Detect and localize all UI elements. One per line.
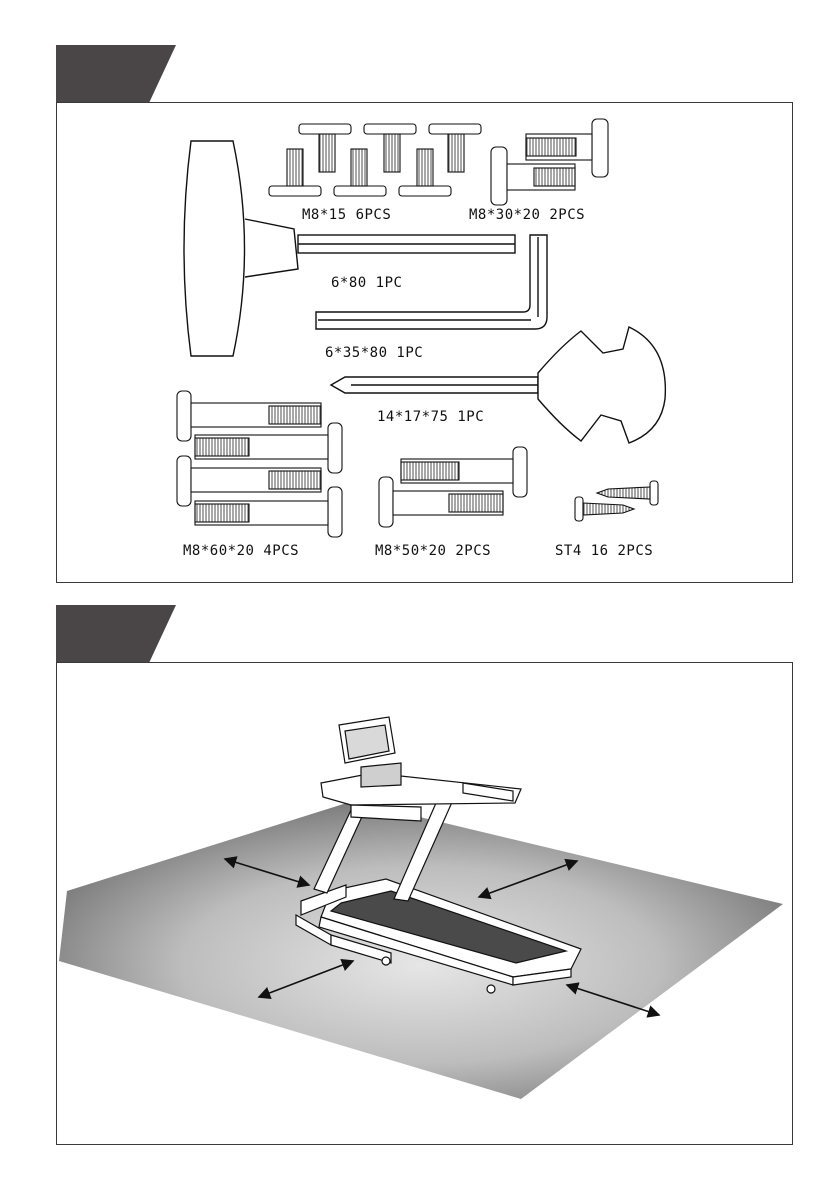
hardware-panel (56, 102, 793, 583)
label-st4-16: ST4 16 2PCS (555, 543, 654, 559)
section-1-tab (56, 45, 176, 103)
bolt-m8x15-icon (269, 124, 481, 196)
label-m8x60x20: M8*60*20 4PCS (183, 543, 300, 559)
treadmill-clearance-drawing (57, 663, 794, 1146)
label-m8x50x20: M8*50*20 2PCS (375, 543, 492, 559)
hardware-drawing (57, 103, 794, 584)
bolt-m8x60x20-icon (177, 391, 342, 537)
label-wrench-14x17x75: 14*17*75 1PC (377, 409, 485, 425)
label-m8x30x20: M8*30*20 2PCS (469, 207, 586, 223)
clearance-panel (56, 662, 793, 1145)
section-2-tab (56, 605, 176, 663)
label-allen-6x80: 6*80 1PC (331, 275, 403, 291)
label-m8x15: M8*15 6PCS (302, 207, 392, 223)
screw-st4-icon (575, 481, 658, 521)
bolt-m8x30x20-icon (491, 119, 608, 205)
bolt-m8x50x20-icon (379, 447, 527, 527)
label-allen-6x35x80: 6*35*80 1PC (325, 345, 424, 361)
